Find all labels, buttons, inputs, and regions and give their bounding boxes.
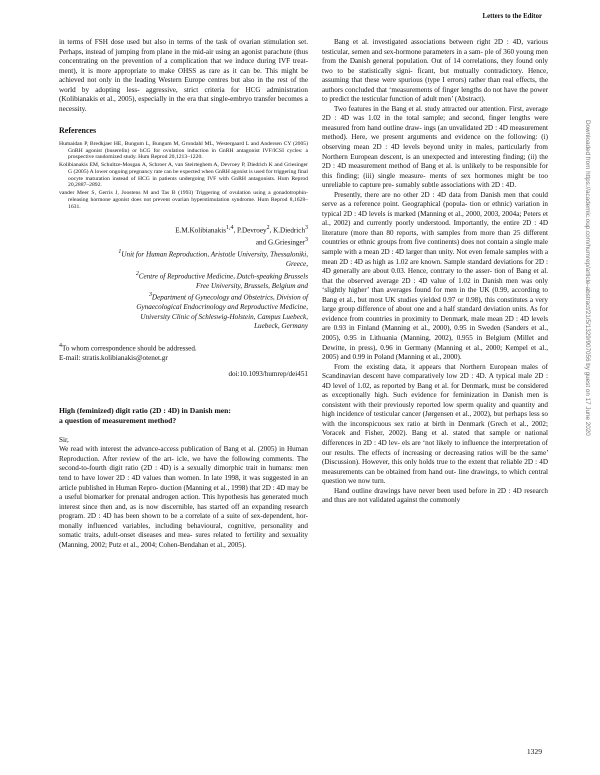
text-line: does not contain a single male sample with a mean 2D : 4D — [322, 238, 548, 257]
body-paragraph — [322, 38, 548, 105]
text-line: els are ‘not likely to influence the interpretation of our results. — [322, 438, 548, 457]
text-line: of 14 correlations, they found only two to be statistically signi- — [322, 57, 548, 75]
text-line: mid-air using an agonist parachute (thus concentrating on the — [59, 47, 308, 66]
text-line: 4D as high as 1.02 are known. Sample standard deviations for — [354, 257, 534, 266]
text-line: ple of 360 young men from the Danish general population. Out — [322, 47, 549, 66]
text-line: et al., 2004; Cohen-Bendahan et al., 2005). — [123, 540, 247, 549]
text-line: Northern European descent, is an unexpected and interesting — [322, 152, 501, 161]
letter-title: High (feminized) digit ratio (2D : 4D) in Danish men: a question of measurement method? — [59, 405, 231, 425]
affiliation-1: $^1$Unit for Human Reproduction, Aristotle University, Thessaloniki, Greece, — [118, 249, 308, 269]
text-line: 2D : 4D generally are about 0.03. Hence, contrary to the asser- — [322, 257, 548, 276]
affiliations — [59, 248, 308, 332]
text-line: males of Scandinavian descent have comparatively low 2D : — [322, 362, 548, 381]
email-address[interactable]: E-mail: stratis.kolibianakis@otenet.gr — [59, 353, 168, 362]
author-list: E.M.Kolibianakis$^{1,4}$, P.Devroey$^2$, K.Diedrich$^3$ and G.Griesinger$^3$ — [175, 225, 308, 247]
text-line: and high incidence of testicular cancer (Jørgensen et al., 2002), — [322, 400, 548, 419]
text-line: 2005) and 0.99 in Poland (Manning et al., 2000). — [322, 353, 462, 362]
affiliation-3: $^3$Department of Gynecology and Obstetrics, Division of Gynaecological Endocrinology and Reproductive Medicine, University Clinic of Schleswig-Holstein, Campus Luebeck, Luebeck, Germany — [136, 292, 308, 331]
text-line: et al. for Denmark, must be considered as exceptionally high. — [322, 381, 548, 400]
reference-list — [59, 141, 308, 211]
text-line: press), 0.96 in Germany (Manning et al., 2000; Kempel et al., — [358, 343, 548, 352]
text-line: tion or ethnic) variation in typical 2D : 4D levels is marked — [322, 200, 548, 218]
text-line: with their previously reported low sperm quality and quantity — [353, 400, 536, 409]
text-line: First, average 2D : 4D was 1.02 in the total sample; and — [322, 104, 548, 123]
text-line: most UK studies yielded 0.97 or 0.98), this constitutes a very large — [322, 295, 548, 314]
text-line: 4D research and thus are not validated against the commonly — [322, 486, 548, 505]
text-line: ment), it is more appropriate to make OHSS as rare as it can be. — [59, 66, 262, 75]
text-line: (Manning et al., 2000, 2003, 2004a; Peters et al., 2002) and — [322, 209, 548, 228]
text-line: currently poorly understood. Importantly, the entire 2D : 4D — [366, 219, 548, 228]
text-line: has started off an expanding research program. 2D : 4D has — [59, 502, 308, 521]
text-line: reliable 2D : 4D measurements can be obtained from hand out- — [322, 458, 548, 476]
text-line: ficant, but mutually contradictory. Hence, assuming that these — [322, 66, 548, 85]
text-line: mean 2D : 4D levels beyond unity in males, particularly from — [353, 143, 548, 152]
text-line: et al., 2005), especially in the era that single-embryo transfer — [99, 95, 276, 104]
text-line: generated much interest since then and, as is now discernible, — [59, 493, 309, 511]
left-column — [59, 38, 308, 550]
text-line: unlikely to be responsible for this finding; (iii) single measure- — [322, 162, 548, 180]
text-line: digit ratio (2D : 4D) is a sexually dimorphic trait in humans: — [109, 464, 293, 473]
text-line: Presently, there are no other 2D : 4D data from Danish men — [334, 190, 516, 199]
text-line: becomes a necessity. — [59, 95, 308, 113]
affiliation-2: $^2$Centre of Reproductive Medicine, Dutch-speaking Brussels Free University, Brussels, Belgium and — [135, 270, 308, 290]
text-line: monally influenced variables, including behavioural, cognitive, — [59, 521, 256, 530]
page-number: 1329 — [526, 747, 542, 756]
text-line: various testicular, semen and sex-hormone parameters in a sam- — [322, 38, 548, 56]
intro-paragraph — [59, 38, 308, 114]
text-line: This might be achieved not only in the leading Western Europe — [59, 66, 309, 85]
text-line: ments of sex hormones might be too unreliable to capture pre- — [322, 171, 548, 190]
text-line: men tend to have lower 2D : 4D values than women. In late — [59, 464, 308, 482]
body-paragraph — [322, 191, 548, 363]
text-line: (Discussion). However, this only holds true to the extent that — [322, 458, 499, 467]
text-line: stimulation set. Perhaps, instead of jumping from plane in the — [59, 38, 309, 56]
body-paragraph — [322, 487, 548, 506]
download-watermark: Downloaded from https://academic.oup.com/humrep/article-abstract/21/5/1329/907056 by guest on 17 June 2020 — [584, 120, 591, 436]
text-line: centres but also in the rest of the world by adopting less- — [59, 76, 308, 94]
text-line: but perhaps less so with the inconspicuous sex ratio at birth in — [322, 410, 548, 428]
reference-item: vander Meer S, Gerris J, Joostens M and Tas B (1993) Triggering of ovulation using a gonadotrophin-releasing hormone agonist does not prevent ovarian hyperstimulation syndrome. Hum Reprod 8,1628–1631. — [59, 190, 308, 210]
running-head: Letters to the Editor — [482, 13, 542, 20]
reference-item: Humaidan P, Bredkjaer HE, Bungum L, Bungum M, Grondahl ML, Westergaard L and Andersen CY (2005) GnRH agonist (buserelin) or hCG for ovulation induction in GnRH antagonist IVF/ICSI cycles: a prospective randomized study. Hum Reprod 20,1213–1220. — [59, 140, 308, 161]
text-line: line drawings, to which central question we now turn. — [322, 467, 548, 486]
text-line: were spurious (type I errors) rather than real effects, the authors — [322, 76, 548, 94]
text-line: Bang et al. investigated associations between right 2D : 4D, — [334, 38, 524, 46]
text-line: male mean 2D : 4D levels are 0.93 in Finland (Manning et al., — [322, 314, 548, 333]
text-line: sures related to fertility and sexuality (Manning, 2002; Putz — [59, 531, 308, 549]
references-heading: References — [59, 126, 97, 136]
salutation: Sir, — [59, 435, 69, 444]
text-line: been shown to be a correlate of a suite of sex-dependent, hor- — [125, 512, 308, 521]
text-line: finding; (ii) the 2D : 4D measurement method of Bang et al. is — [322, 152, 548, 171]
text-line: 1998, it was suggested in an article published in Human Repro- — [59, 473, 308, 492]
text-line: literature (more than 80 reports, with samples from more than — [322, 228, 511, 237]
text-line: in terms of FSH dose used but also in terms of the task of ovarian — [59, 38, 261, 46]
text-line: found for men in the UK (0.99, according to Bang et al., but — [322, 286, 548, 304]
text-line: et al. (2005) in Human Reproduction. After review of the art- — [59, 445, 308, 463]
text-line: concluded that ‘measurements of finger lengths do not have the — [345, 85, 529, 94]
text-line: group difference of about one and a half standard deviation — [338, 305, 511, 314]
text-line: personality and somatic traits, adult-onset diseases and mea- — [59, 521, 308, 540]
text-line: (Manning, 2002), 0.955 in Belgium (Millet and Dewitte, in — [322, 333, 548, 352]
body-paragraph — [322, 363, 548, 487]
text-line: et al. stated that sample or national differences in 2D : 4D lev- — [322, 429, 548, 447]
text-line: icle, we have the following comments. The second-to-fourth — [59, 454, 308, 473]
text-line: Hand outline drawings have never been used before in 2D : — [334, 486, 511, 495]
text-line: Such evidence for feminization in Danish men is consistent — [322, 391, 549, 409]
text-line: second, finger lengths were measured from hand outline draw- — [322, 114, 548, 132]
text-line: 2000), 0.95 in Sweden (Sanders et al., 2005), 0.95 in Lithuania — [322, 324, 548, 342]
text-line: larger than unity. Not even female samples with a mean 2D : — [322, 248, 549, 266]
text-line: present arguments and evidence on the following: (i) observing — [322, 133, 548, 152]
text-line: that could serve as a reference point. Geographical (popula- — [322, 190, 548, 209]
letter-paragraph — [59, 445, 308, 550]
doi[interactable]: doi:10.1093/humrep/dei451 — [228, 370, 308, 379]
text-line: 1.02 in Danish men was only ‘slightly higher’ than averages — [322, 276, 548, 295]
text-line: tion of Bang et al. that the observed average 2D : 4D value of — [322, 267, 548, 285]
text-line: aggressive, strict criteria for HCG administration (Kolibianakis — [59, 85, 308, 104]
text-line: From the existing data, it appears that Northern European — [334, 362, 518, 371]
text-line: duction (Manning et al., 1998) that 2D : 4D may be a useful — [59, 483, 308, 502]
right-column — [322, 38, 548, 506]
correspondence-note: $^4$To whom correspondence should be addressed. E-mail: stratis.kolibianakis@otenet.gr — [59, 342, 197, 362]
text-line: sumably subtle associations with 2D : 4D. — [395, 181, 517, 190]
text-line: Denmark (Grech et al., 2002; Voracek and Fisher, 2002). Bang — [322, 419, 548, 438]
text-line: biomarker for prenatal androgen action. This hypothesis has — [84, 493, 260, 502]
body-paragraph — [322, 105, 548, 191]
text-line: power to predict the testicular function of adult men’ (Abstract). — [322, 85, 548, 104]
text-line: 25 different countries or ethnic groups from five continents) — [322, 228, 548, 247]
text-line: Two features in the Bang et al. study attracted our attention. — [334, 104, 507, 113]
text-line: ings (an unvalidated 2D : 4D measurement method). Here, we — [322, 123, 548, 142]
text-line: units. As for evidence from countries in proximity to Denmark, — [322, 305, 548, 323]
text-line: 4D. A typical male 2D : 4D level of 1.02, as reported by Bang — [322, 372, 548, 390]
text-line: prevention of a complication that we induce during IVF treat- — [122, 57, 308, 66]
text-line: The effects of increasing or decreasing ratios will be the same’ — [357, 448, 549, 457]
text-line: We read with interest the advance-access publication of Bang — [59, 445, 239, 454]
reference-item: Kolibianakis EM, Schultze-Mosgau A, Schroer A, van Steirteghem A, Devroey P, Diedrich K and Griesinger G (2005) A lower ongoing pregnancy rate can be expected when GnRH agonist is used for triggering final oocyte maturation instead of HCG in patients undergoing IVF with GnRH antagonists. Hum Reprod 20,2887–2892. — [59, 162, 308, 189]
